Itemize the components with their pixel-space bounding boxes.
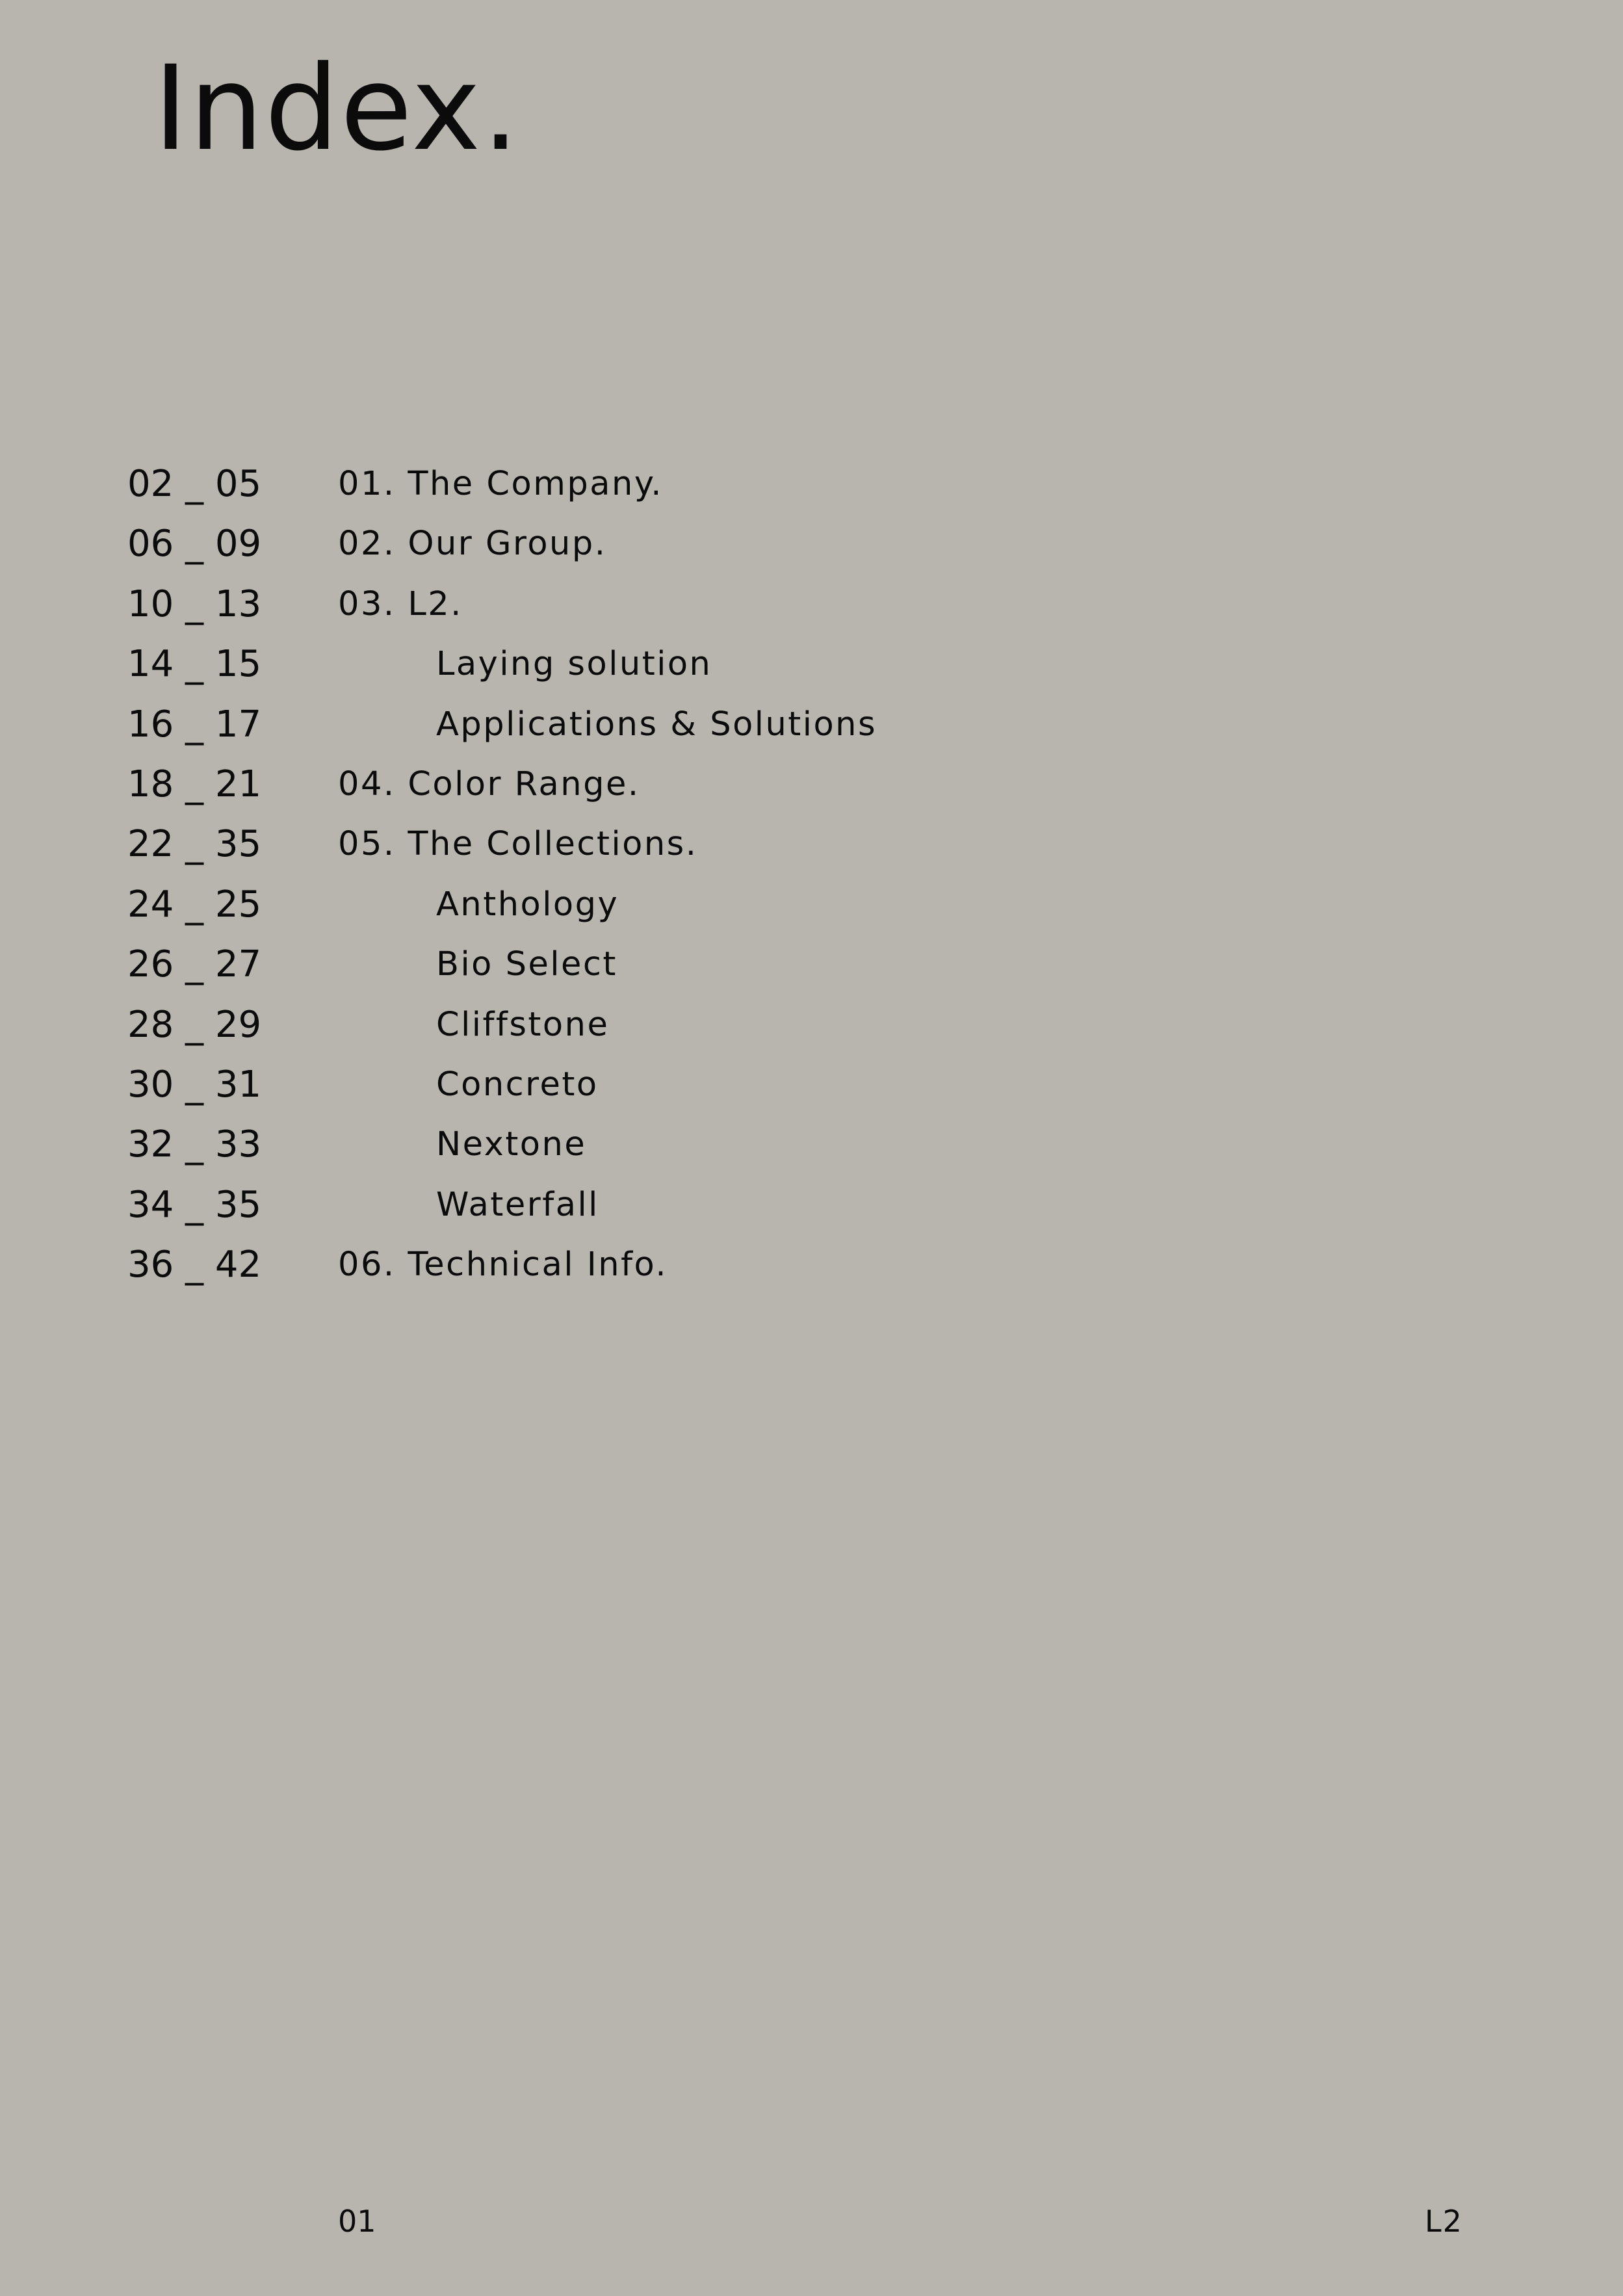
- section-title: 04. Color Range.: [338, 764, 640, 803]
- index-subentry[interactable]: [127, 1178, 1167, 1238]
- page-range: 10 _ 13: [127, 582, 262, 625]
- brand-mark: L2: [1425, 2204, 1463, 2239]
- subsection-title: Waterfall: [436, 1185, 599, 1224]
- page-number: 01: [338, 2204, 376, 2239]
- page-range: 24 _ 25: [127, 883, 262, 926]
- subsection-title: Anthology: [436, 885, 619, 924]
- index-subentry[interactable]: [127, 698, 1167, 757]
- page-range: 30 _ 31: [127, 1063, 262, 1106]
- index-subentry[interactable]: [127, 637, 1167, 697]
- page-range: 26 _ 27: [127, 943, 262, 986]
- index-entry[interactable]: [127, 817, 1167, 877]
- index-subentry[interactable]: [127, 1058, 1167, 1117]
- index-entry[interactable]: [127, 577, 1167, 637]
- section-title: 02. Our Group.: [338, 525, 607, 564]
- page-title: Index.: [153, 41, 521, 177]
- index-subentry[interactable]: [127, 878, 1167, 937]
- page-range: 22 _ 35: [127, 823, 262, 866]
- section-title: 01. The Company.: [338, 465, 663, 503]
- page-range: 16 _ 17: [127, 703, 262, 746]
- page-range: 02 _ 05: [127, 463, 262, 505]
- index-entry[interactable]: [127, 457, 1167, 517]
- index-subentry[interactable]: [127, 937, 1167, 997]
- subsection-title: Bio Select: [436, 945, 617, 984]
- page-range: 28 _ 29: [127, 1003, 262, 1046]
- index-entry[interactable]: [127, 517, 1167, 577]
- index-subentry[interactable]: [127, 1117, 1167, 1177]
- page-range: 14 _ 15: [127, 643, 262, 686]
- section-title: 06. Technical Info.: [338, 1246, 668, 1285]
- subsection-title: Laying solution: [436, 645, 712, 684]
- index-list: [127, 457, 1167, 1298]
- index-subentry[interactable]: [127, 998, 1167, 1058]
- subsection-title: Concreto: [436, 1065, 599, 1104]
- page-range: 34 _ 35: [127, 1183, 262, 1226]
- subsection-title: Cliffstone: [436, 1005, 610, 1044]
- subsection-title: Nextone: [436, 1125, 587, 1164]
- section-title: 03. L2.: [338, 584, 463, 623]
- index-entry[interactable]: [127, 1238, 1167, 1298]
- page-range: 36 _ 42: [127, 1244, 262, 1286]
- subsection-title: Applications & Solutions: [436, 705, 877, 744]
- page-range: 06 _ 09: [127, 523, 262, 566]
- page-range: 18 _ 21: [127, 763, 262, 805]
- page-range: 32 _ 33: [127, 1123, 262, 1166]
- section-title: 05. The Collections.: [338, 825, 698, 864]
- index-entry[interactable]: [127, 757, 1167, 817]
